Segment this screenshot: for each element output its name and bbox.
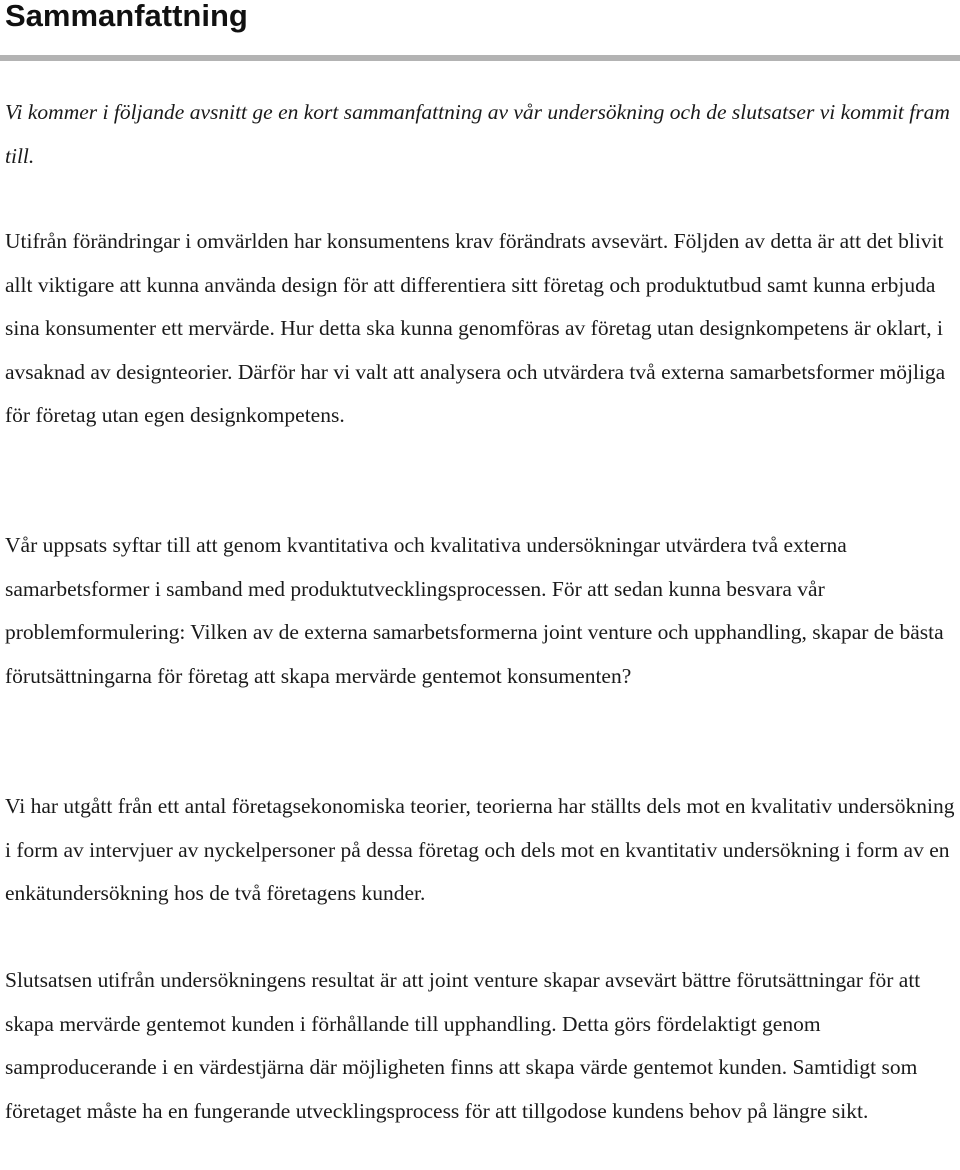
heading-divider xyxy=(0,55,960,61)
body-paragraph-1: Utifrån förändringar i omvärlden har konsumentens krav förändrats avsevärt. Följden av detta är att det blivit allt viktigare att kunna använda design för att differentiera sitt företag och produktutbud samt kunna erbjuda sina konsumenter ett mervärde. Hur detta ska kunna genomföras av företag utan designkompetens är oklart, i avsaknad av designteorier. Därför har vi valt att analysera och utvärdera två externa samarbetsformer möjliga för företag utan egen designkompetens. xyxy=(5,229,946,427)
body-paragraph-4: Slutsatsen utifrån undersökningens resultat är att joint venture skapar avsevärt bättre förutsättningar för att skapa mervärde gentemot kunden i förhållande till upphandling. Detta görs fördelaktigt genom samproducerande i en värdestjärna där möjligheten finns att skapa värde gentemot kunden. Samtidigt som företaget måste ha en fungerande utvecklingsprocess för att tillgodose kundens behov på längre sikt. xyxy=(5,968,921,1123)
intro-paragraph: Vi kommer i följande avsnitt ge en kort sammanfattning av vår undersökning och de slutsatser vi kommit fram till. xyxy=(5,100,950,168)
page-title: Sammanfattning xyxy=(5,0,248,33)
body-paragraph-3: Vi har utgått från ett antal företagsekonomiska teorier, teorierna har ställts dels mot en kvalitativ undersökning i form av intervjuer av nyckelpersoner på dessa företag och dels mot en kvantitativ undersökning i form av en enkätundersökning hos de två företagens kunder. xyxy=(5,794,955,905)
body-paragraph-2: Vår uppsats syftar till att genom kvantitativa och kvalitativa undersökningar utvärdera två externa samarbetsformer i samband med produktutvecklingsprocessen. För att sedan kunna besvara vår problemformulering: Vilken av de externa samarbetsformerna joint venture och upphandling, skapar de bästa förutsättningarna för företag att skapa mervärde gentemot konsumenten? xyxy=(5,533,944,688)
